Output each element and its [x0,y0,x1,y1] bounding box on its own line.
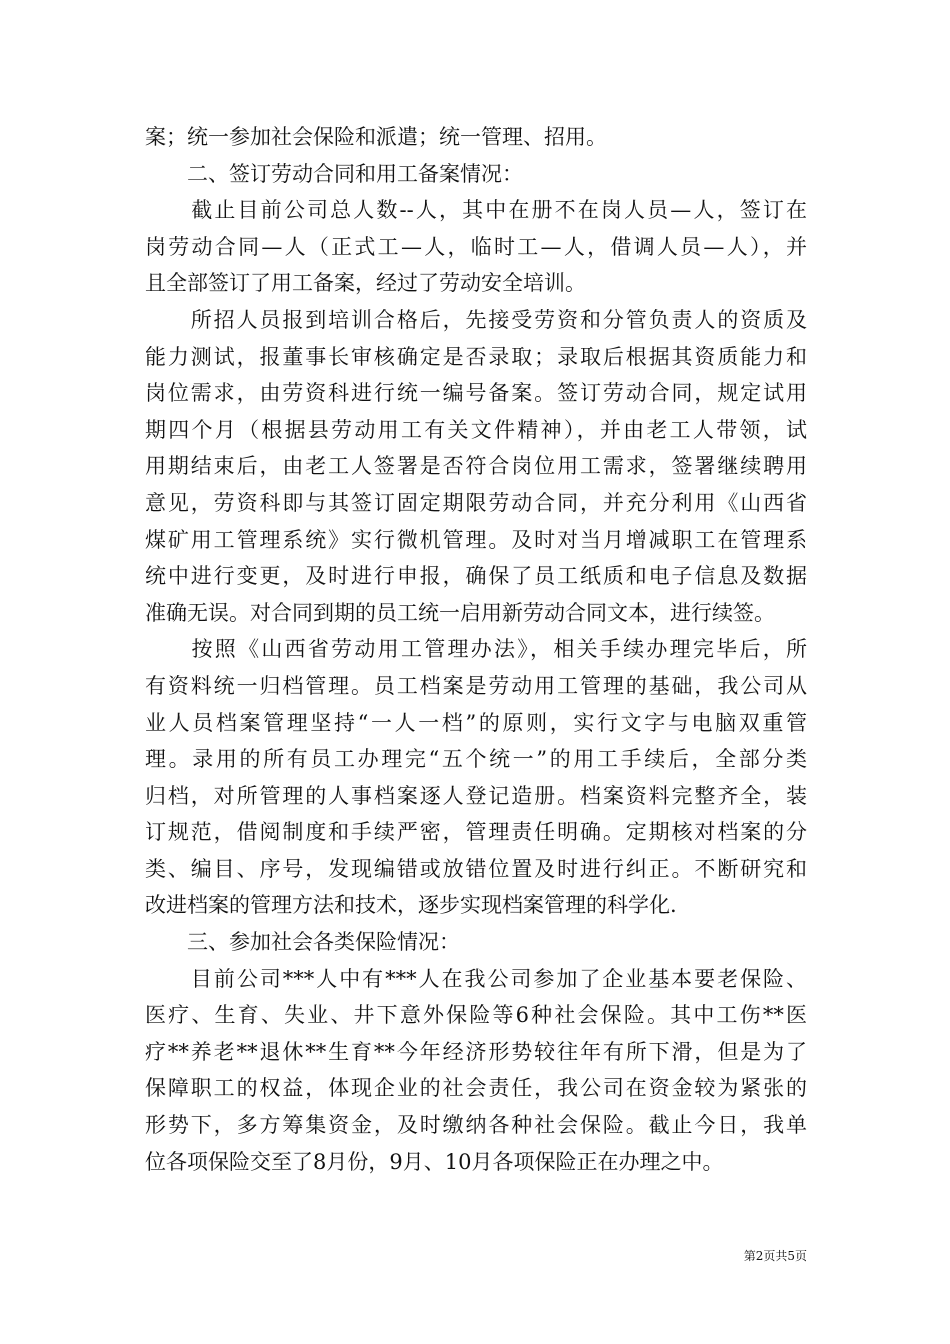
text-line: 期四个月（根据县劳动用工有关文件精神），并由老工人带领，试 [145,417,807,442]
text-line: 用期结束后，由老工人签署是否符合岗位用工需求，签署继续聘用 [145,454,807,479]
text-line: 形势下，多方筹集资金，及时缴纳各种社会保险。截止今日，我单 [145,1113,807,1138]
text-line: 理。录用的所有员工办理完“五个统一”的用工手续后，全部分类 [145,747,807,772]
text-line: 能力测试，报董事长审核确定是否录取；录取后根据其资质能力和 [145,344,807,369]
text-line: 归档，对所管理的人事档案逐人登记造册。档案资料完整齐全，装 [145,783,807,808]
text-line: 订规范，借阅制度和手续严密，管理责任明确。定期核对档案的分 [145,820,807,845]
text-line: 准确无误。对合同到期的员工统一启用新劳动合同文本，进行续签。 [145,600,775,625]
text-line: 保障职工的权益，体现企业的社会责任，我公司在资金较为紧张的 [145,1076,807,1101]
text-line: 业人员档案管理坚持“一人一档”的原则，实行文字与电脑双重管 [145,710,807,735]
text-line: 医疗、生育、失业、井下意外保险等6种社会保险。其中工伤**医 [145,1003,807,1028]
text-line: 截止目前公司总人数--人，其中在册不在岗人员—人，签订在 [145,198,807,223]
text-line: 三、参加社会各类保险情况： [145,930,460,955]
text-line: 意见，劳资科即与其签订固定期限劳动合同，并充分利用《山西省 [145,490,807,515]
text-line: 煤矿用工管理系统》实行微机管理。及时对当月增减职工在管理系 [145,527,807,552]
text-line: 所招人员报到培训合格后，先接受劳资和分管负责人的资质及 [145,307,807,332]
text-line: 二、签订劳动合同和用工备案情况： [145,161,523,186]
text-line: 岗位需求，由劳资科进行统一编号备案。签订劳动合同，规定试用 [145,381,807,406]
text-line: 且全部签订了用工备案，经过了劳动安全培训。 [145,271,586,296]
text-line: 岗劳动合同—人（正式工—人，临时工—人，借调人员—人），并 [145,234,807,259]
text-line: 位各项保险交至了8月份，9月、10月各项保险正在办理之中。 [145,1149,724,1174]
text-line: 疗**养老**退休**生育**今年经济形势较往年有所下滑，但是为了 [145,1039,807,1064]
text-line: 案；统一参加社会保险和派遣；统一管理、招用。 [145,125,607,149]
text-line: 类、编目、序号，发现编错或放错位置及时进行纠正。不断研究和 [145,856,807,881]
text-line: 有资料统一归档管理。员工档案是劳动用工管理的基础，我公司从 [145,673,807,698]
document-body [145,119,807,1180]
text-line: 目前公司***人中有***人在我公司参加了企业基本要老保险、 [145,966,807,991]
text-line: 改进档案的管理方法和技术，逐步实现档案管理的科学化. [145,893,677,918]
text-line: 按照《山西省劳动用工管理办法》，相关手续办理完毕后，所 [145,637,807,662]
text-line: 统中进行变更，及时进行申报，确保了员工纸质和电子信息及数据 [145,564,807,589]
page-number: 第2页共5页 [743,1249,807,1263]
